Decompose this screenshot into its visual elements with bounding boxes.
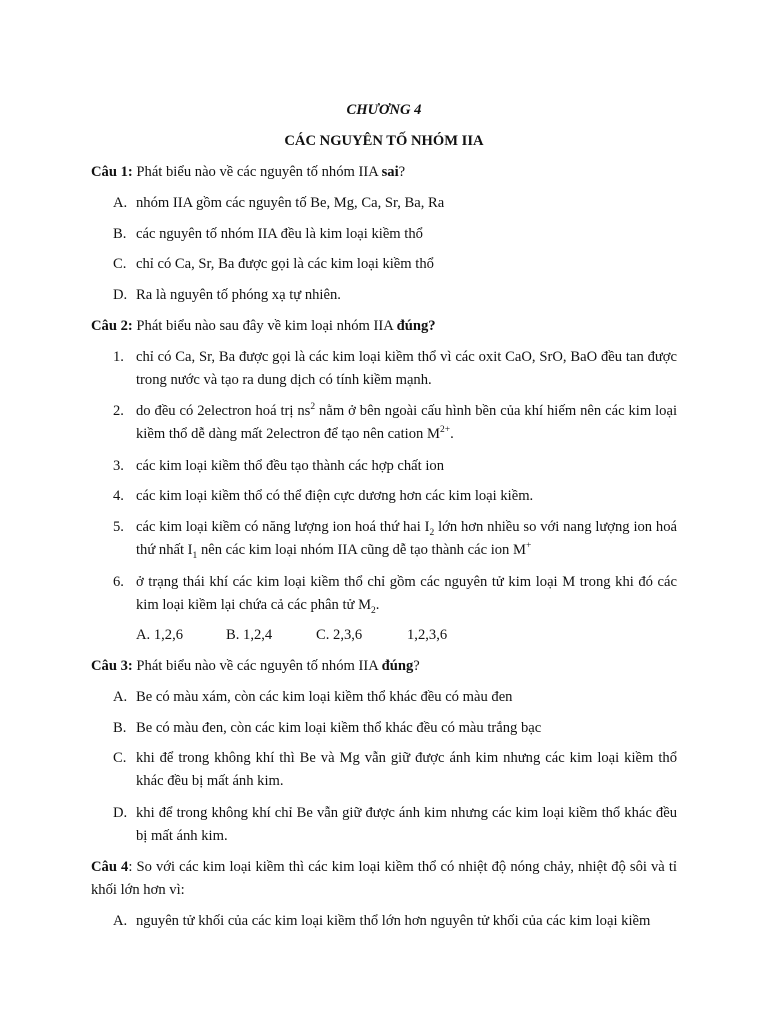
question-1-end: ? — [398, 164, 406, 180]
question-2 — [91, 315, 677, 338]
q1-option-c — [113, 253, 677, 276]
q2-answer-a: A. 1,2,6 — [136, 627, 184, 643]
text-part: lớn hơn nhiều so với nang lượng ion hoá thứ nhất I — [136, 519, 677, 558]
question-2-label: Câu 2: — [91, 318, 133, 334]
option-text: chỉ có Ca, Sr, Ba được gọi là các kim loại kiềm thổ — [136, 256, 434, 272]
q3-option-a — [113, 686, 677, 709]
text-part: nên các kim loại nhóm IIA cũng dễ tạo thành các ion M — [197, 541, 526, 558]
statement-marker: 4. — [113, 488, 124, 504]
question-3-label: Câu 3: — [91, 658, 133, 674]
subscript: 2 — [429, 527, 435, 538]
q2-statement-4 — [113, 485, 677, 508]
text-part: nằm ở bên ngoài cấu hình bền của khí hiếm nên các kim loại kiềm thổ dễ dàng mất 2electron để tạo nên cation M — [136, 403, 678, 442]
statement-text — [136, 516, 677, 561]
option-marker: C. — [113, 256, 127, 272]
superscript: 2 — [310, 402, 316, 413]
question-1-label: Câu 1: — [91, 164, 133, 180]
option-text: khi để trong không khí thì Be và Mg vẫn giữ được ánh kim nhưng các kim loại kiềm thổ khác đều bị mất ánh kim. — [136, 750, 677, 789]
q2-statement-3 — [113, 455, 677, 478]
question-1 — [91, 161, 677, 184]
q1-option-a — [113, 192, 677, 215]
question-3 — [91, 655, 677, 678]
statement-marker: 3. — [113, 458, 124, 474]
question-2-text: Phát biểu nào sau đây về kim loại nhóm IIA — [132, 318, 397, 334]
text-part: các kim loại kiềm có năng lượng ion hoá thứ hai I — [136, 519, 430, 535]
question-3-end: ? — [413, 658, 420, 674]
q2-statement-5 — [113, 516, 677, 561]
q2-answer-b: B. 1,2,4 — [226, 627, 273, 643]
text-part: . — [375, 596, 380, 613]
option-text: Ra là nguyên tố phóng xạ tự nhiên. — [136, 287, 341, 303]
superscript: + — [525, 540, 532, 551]
q4-option-a — [113, 910, 677, 933]
q3-option-b — [113, 717, 677, 740]
chapter-heading: CHƯƠNG 4 — [346, 102, 422, 118]
question-4-text: : So với các kim loại kiềm thì các kim loại kiềm thổ có nhiệt độ nóng chảy, nhiệt độ sôi và tỉ khối lớn hơn vì: — [91, 859, 677, 898]
option-marker: D. — [113, 287, 128, 303]
question-2-emphasis: đúng? — [396, 318, 436, 334]
option-marker: C. — [113, 750, 127, 766]
statement-marker: 5. — [113, 519, 124, 535]
statement-text: chỉ có Ca, Sr, Ba được gọi là các kim loại kiềm thổ vì các oxit CaO, SrO, BaO đều tan được trong nước và tạo ra dung dịch có tính kiềm mạnh. — [136, 349, 677, 388]
q1-option-d — [113, 284, 677, 307]
statement-text: các kim loại kiềm thổ có thể điện cực dương hơn các kim loại kiềm. — [136, 488, 534, 504]
option-marker: A. — [113, 689, 128, 705]
option-marker: B. — [113, 720, 127, 736]
q3-option-c — [113, 747, 677, 792]
chapter-title: CÁC NGUYÊN TỐ NHÓM IIA — [284, 133, 484, 149]
option-text: các nguyên tố nhóm IIA đều là kim loại kiềm thổ — [136, 226, 423, 242]
option-marker: A. — [113, 913, 128, 929]
subscript: 2 — [371, 605, 376, 616]
text-part: . — [450, 425, 454, 442]
question-3-text: Phát biểu nào về các nguyên tố nhóm IIA — [132, 658, 382, 674]
question-3-emphasis: đúng — [381, 658, 414, 674]
statement-text — [136, 400, 677, 445]
q3-option-d — [113, 802, 677, 847]
statement-marker: 2. — [113, 403, 124, 419]
statement-text — [136, 571, 677, 616]
q2-answer-c: C. 2,3,6 — [316, 627, 363, 643]
question-1-text: Phát biểu nào về các nguyên tố nhóm IIA — [132, 164, 382, 180]
q2-statement-2 — [113, 400, 677, 445]
option-marker: D. — [113, 805, 128, 821]
option-text: nguyên tử khối của các kim loại kiềm thổ lớn hơn nguyên tử khối của các kim loại kiềm — [136, 913, 651, 929]
option-marker: A. — [113, 195, 128, 211]
subscript: 1 — [192, 550, 198, 561]
superscript: 2+ — [439, 424, 451, 435]
option-text: nhóm IIA gồm các nguyên tố Be, Mg, Ca, Sr, Ba, Ra — [136, 195, 445, 211]
option-text: khi để trong không khí chỉ Be vẫn giữ được ánh kim nhưng các kim loại kiềm thổ khác đều bị mất ánh kim. — [136, 805, 677, 844]
question-4 — [91, 856, 677, 901]
option-text: Be có màu đen, còn các kim loại kiềm thổ khác đều có màu trắng bạc — [136, 720, 542, 736]
statement-marker: 6. — [113, 574, 124, 590]
option-text: Be có màu xám, còn các kim loại kiềm thổ khác đều có màu đen — [136, 689, 513, 705]
q2-statement-6 — [113, 571, 677, 616]
question-1-emphasis: sai — [381, 164, 399, 180]
q1-option-b — [113, 223, 677, 246]
option-marker: B. — [113, 226, 127, 242]
statement-text: các kim loại kiềm thổ đều tạo thành các hợp chất ion — [136, 458, 445, 474]
question-4-label: Câu 4 — [91, 859, 129, 875]
text-part: do đều có 2electron hoá trị ns — [136, 403, 311, 419]
text-part: ở trạng thái khí các kim loại kiềm thổ chỉ gồm các nguyên tử kim loại M trong khi đó các kim loại kiềm lại chứa cả các phân tử M — [136, 574, 677, 613]
statement-marker: 1. — [113, 349, 124, 365]
q2-statement-1 — [113, 346, 677, 391]
q2-answer-d: 1,2,3,6 — [407, 627, 448, 643]
